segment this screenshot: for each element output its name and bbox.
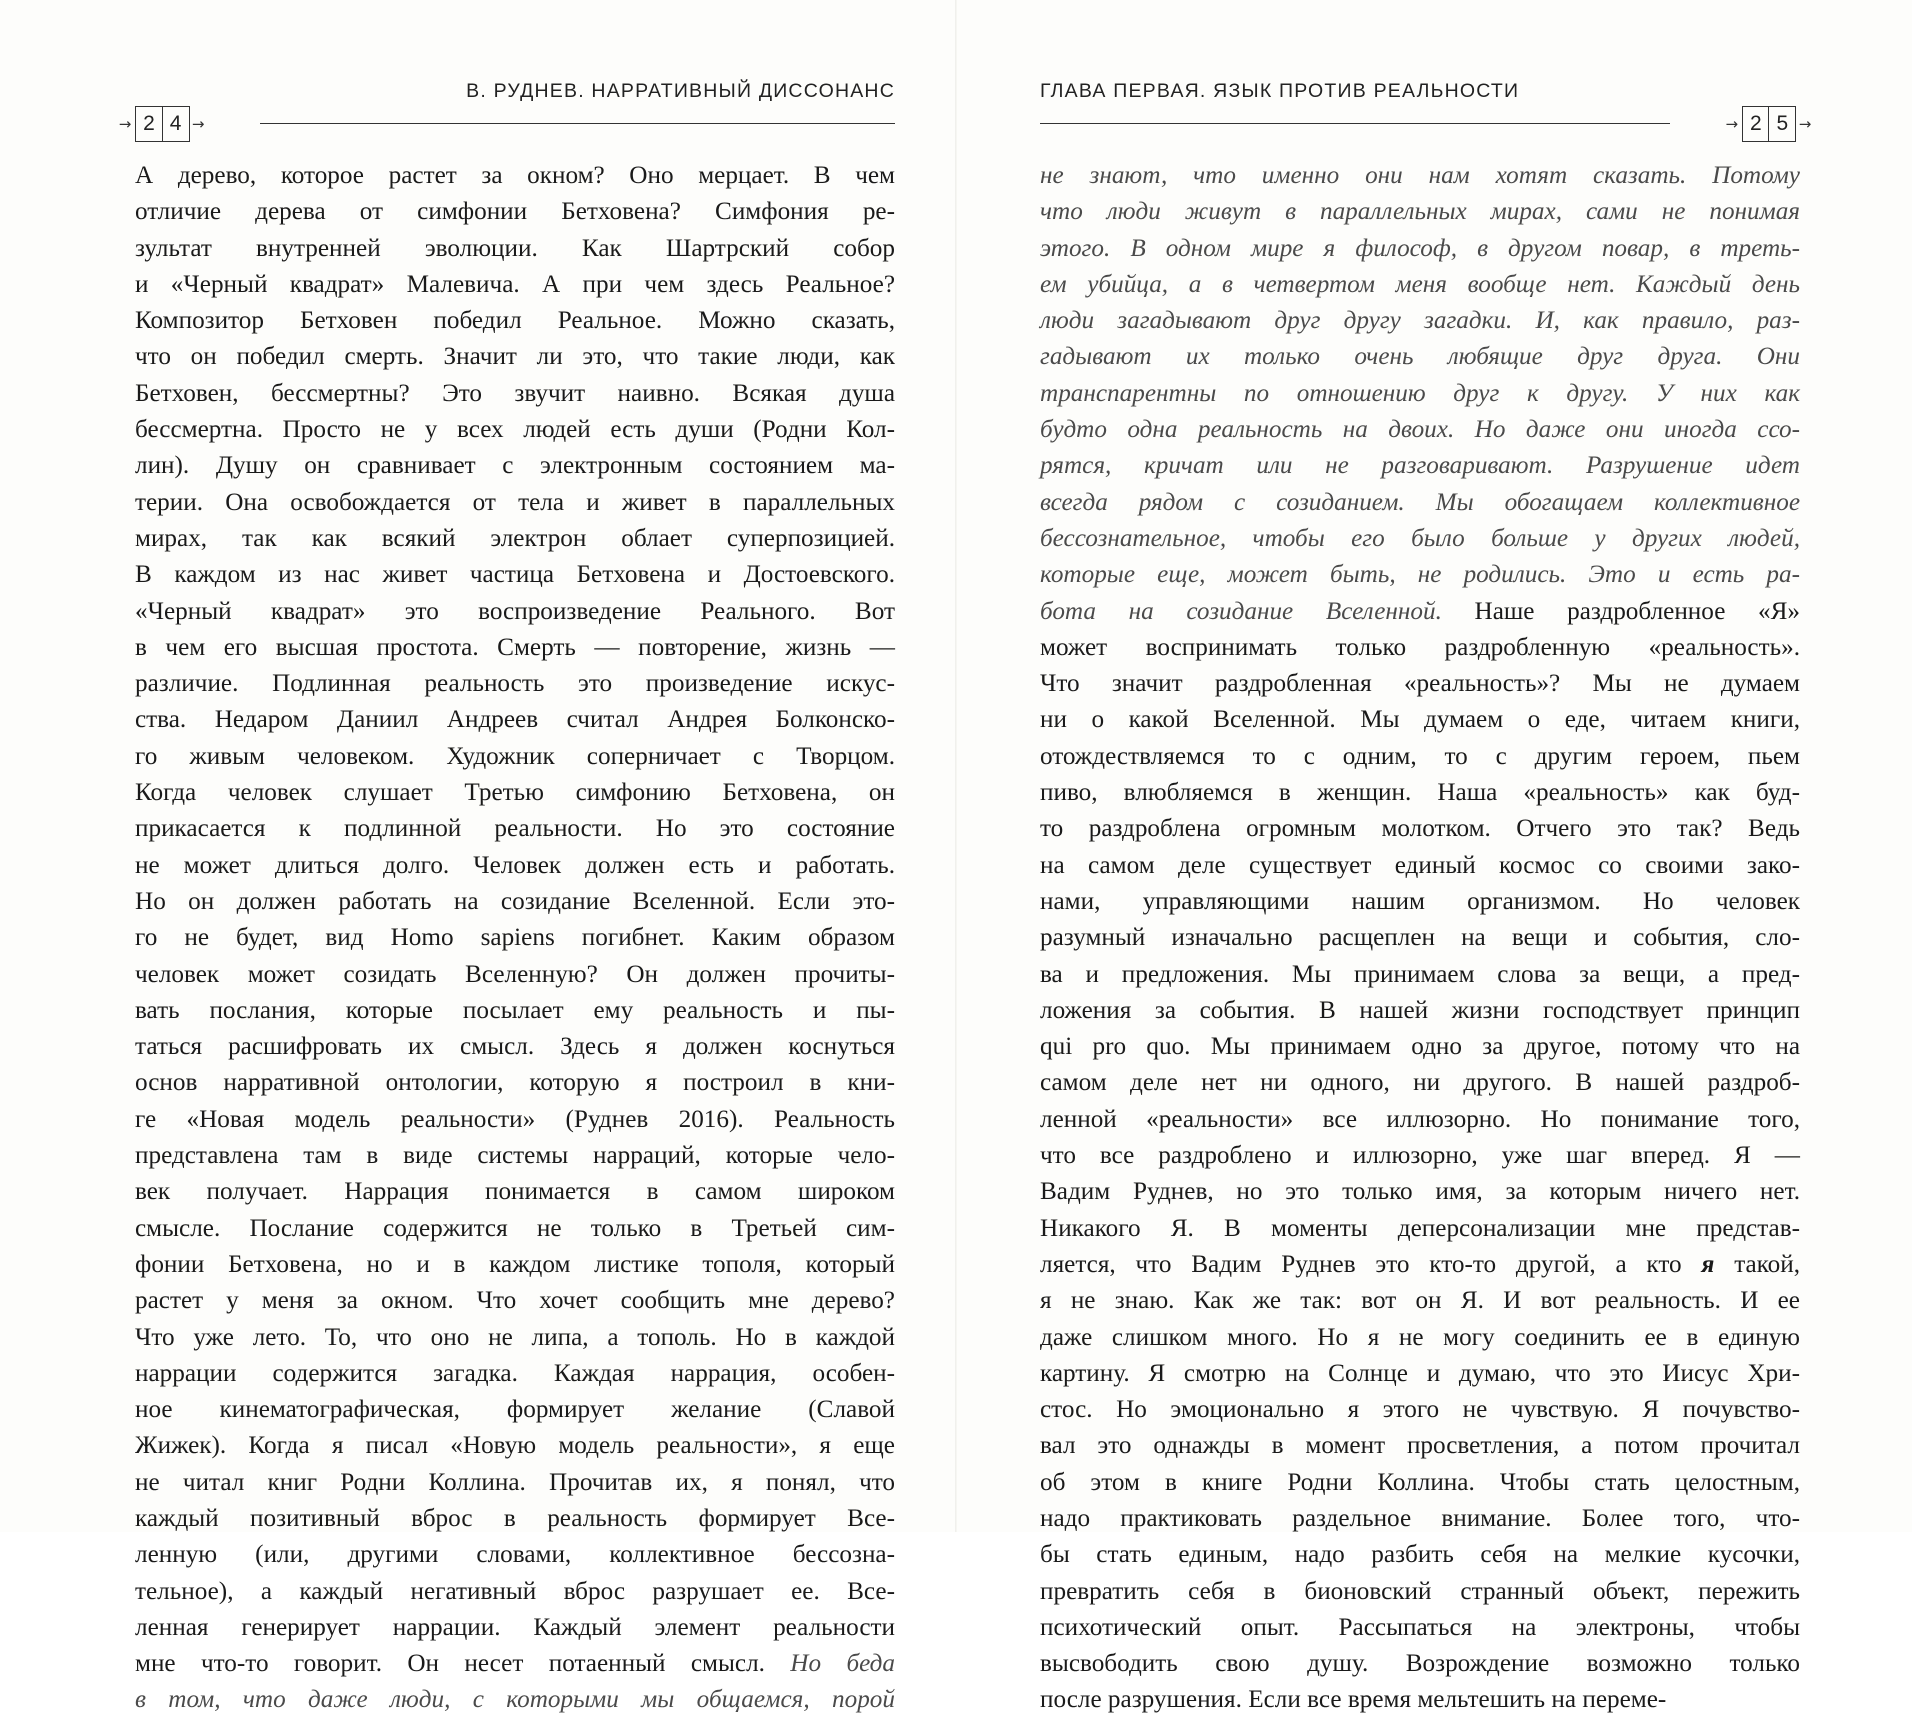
text-line: пиво, влюбляемся в женщин. Наша «реальность» как буд- bbox=[1040, 779, 1800, 807]
italic-text-line: люди загадывают друг другу загадки. И, как правило, раз- bbox=[1040, 307, 1800, 335]
text-line: вал это однажды в момент просветления, а потом прочитал bbox=[1040, 1432, 1800, 1460]
text-line: бы стать единым, надо разбить себя на мелкие кусочки, bbox=[1040, 1541, 1800, 1569]
text-line: смысле. Послание содержится не только в Третьей сим- bbox=[135, 1214, 895, 1242]
text-line: после разрушения. Если все время мельтешить на переме- bbox=[1040, 1686, 1667, 1714]
left-running-header bbox=[118, 80, 895, 140]
text-line: зультат внутренней эволюции. Как Шартрский собор bbox=[135, 234, 895, 262]
text-line: что он победил смерть. Значит ли это, что такие люди, как bbox=[135, 343, 895, 371]
text-line: я не знаю. Как же так: вот он Я. И вот реальность. И ее bbox=[1040, 1287, 1800, 1315]
italic-text-line: которые еще, может быть, не родились. Это и есть ра- bbox=[1040, 561, 1800, 589]
italic-text-line: не знают, что именно они нам хотят сказать. Потому bbox=[1040, 162, 1800, 189]
right-page bbox=[1040, 0, 1812, 1714]
page-arrow-icon: → bbox=[1725, 115, 1739, 133]
text-line: таться расшифровать их смысл. Здесь я должен коснуться bbox=[135, 1033, 895, 1061]
text-line: мирах, так как всякий электрон облает суперпозицией. bbox=[135, 524, 895, 552]
text-line: надо практиковать раздельное внимание. Более того, что- bbox=[1040, 1504, 1800, 1532]
text-line: фонии Бетховена, но и в каждом листике тополя, который bbox=[135, 1250, 895, 1278]
text-line: психотический опыт. Рассыпаться на электроны, чтобы bbox=[1040, 1613, 1800, 1641]
text-line: даже слишком много. Но я не могу соединить ее в единую bbox=[1040, 1323, 1800, 1351]
text-line: А дерево, которое растет за окном? Оно мерцает. В чем bbox=[135, 162, 895, 189]
text-line: терии. Она освобождается от тела и живет в параллельных bbox=[135, 488, 895, 516]
text-segment: мне что-то говорит. Он несет потаенный смысл. bbox=[135, 1650, 765, 1678]
italic-text-line: бессознательное, чтобы его было больше у других людей, bbox=[1040, 524, 1800, 552]
text-line: Жижек). Когда я писал «Новую модель реальности», я еще bbox=[135, 1432, 895, 1460]
italic-text-line: этого. В одном мире я философ, в другом повар, в треть- bbox=[1040, 234, 1800, 262]
text-line: тельное), а каждый негативный вброс разрушает ее. Все- bbox=[135, 1577, 895, 1605]
text-line: превратить себя в бионовский странный объект, пережить bbox=[1040, 1577, 1800, 1605]
right-page-number bbox=[1722, 106, 1815, 142]
text-line: каждый позитивный вброс в реальность формирует Все- bbox=[135, 1504, 895, 1532]
text-line: вать послания, которые посылает ему реальность и пы- bbox=[135, 996, 895, 1024]
text-line-mixed bbox=[1040, 594, 1800, 630]
text-segment: такой, bbox=[1734, 1250, 1801, 1278]
text-line: Композитор Бетховен победил Реальное. Можно сказать, bbox=[135, 307, 895, 335]
text-line: бессмертна. Просто не у всех людей есть души (Родни Кол- bbox=[135, 416, 895, 444]
text-line: самом деле нет ни одного, ни другого. В нашей раздроб- bbox=[1040, 1069, 1800, 1097]
text-line: лин). Душу он сравнивает с электронным состоянием ма- bbox=[135, 452, 895, 480]
text-line: на самом деле существует единый космос со своими зако- bbox=[1040, 851, 1800, 879]
text-line: высвободить свою душу. Возрождение возможно только bbox=[1040, 1650, 1800, 1678]
italic-segment: Но беда bbox=[790, 1650, 895, 1678]
italic-segment: бота на созидание Вселенной. bbox=[1040, 597, 1442, 625]
italic-text-line: транспарентны по отношению друг к другу. У них как bbox=[1040, 379, 1800, 407]
text-line: стос. Но эмоционально я этого не чувствую. Я почувство- bbox=[1040, 1396, 1800, 1424]
text-line: наррации содержится загадка. Каждая наррация, особен- bbox=[135, 1359, 895, 1387]
italic-text-line: рятся, кричат или не разговаривают. Разрушение идет bbox=[1040, 452, 1800, 480]
text-line-mixed bbox=[135, 1646, 895, 1682]
text-line: об этом в книге Родни Коллина. Чтобы стать целостным, bbox=[1040, 1468, 1800, 1496]
text-line: век получает. Наррация понимается в самом широком bbox=[135, 1178, 895, 1206]
text-line: Когда человек слушает Третью симфонию Бетховена, он bbox=[135, 779, 895, 807]
text-line: Бетховен, бессмертны? Это звучит наивно. Всякая душа bbox=[135, 379, 895, 407]
italic-text-line: гадывают их только очень любящие друг друга. Они bbox=[1040, 343, 1800, 371]
book-gutter bbox=[955, 0, 957, 1532]
italic-text-line: будто одна реальность на двоих. Но даже они иногда ссо- bbox=[1040, 416, 1800, 444]
text-line: основ нарративной онтологии, которую я построил в кни- bbox=[135, 1069, 895, 1097]
text-line: не читал книг Родни Коллина. Прочитав их, я понял, что bbox=[135, 1468, 895, 1496]
text-line: что все раздроблено и иллюзорно, уже шаг вперед. Я — bbox=[1040, 1142, 1800, 1170]
page-arrow-icon: → bbox=[118, 115, 132, 133]
italic-text-line: в том, что даже люди, с которыми мы общаемся, порой bbox=[135, 1686, 895, 1714]
text-line: ства. Недаром Даниил Андреев считал Андрея Болконско- bbox=[135, 706, 895, 734]
emphasis-segment: я bbox=[1701, 1250, 1715, 1278]
text-segment: Наше раздробленное «Я» bbox=[1474, 597, 1800, 625]
text-line: отождествляемся то с одним, то с другим героем, пьем bbox=[1040, 742, 1800, 770]
text-line: ленная генерирует наррации. Каждый элемент реальности bbox=[135, 1613, 895, 1641]
text-line: ное кинематографическая, формирует желание (Славой bbox=[135, 1396, 895, 1424]
page-arrow-icon: → bbox=[191, 115, 205, 133]
text-line: и «Черный квадрат» Малевича. А при чем здесь Реальное? bbox=[135, 270, 895, 298]
text-line: ге «Новая модель реальности» (Руднев 2016). Реальность bbox=[135, 1105, 895, 1133]
text-line: растет у меня за окном. Что хочет сообщить мне дерево? bbox=[135, 1287, 895, 1315]
text-line: ленной «реальности» все иллюзорно. Но понимание того, bbox=[1040, 1105, 1800, 1133]
italic-text-line: всегда рядом с созиданием. Мы обогащаем коллективное bbox=[1040, 488, 1800, 516]
text-line: может воспринимать только раздробленную «реальность». bbox=[1040, 633, 1800, 661]
right-body-text bbox=[1040, 158, 1800, 1719]
text-line: qui pro quo. Мы принимаем одно за другое, потому что на bbox=[1040, 1033, 1800, 1061]
text-line: ва и предложения. Мы принимаем слова за вещи, а пред- bbox=[1040, 960, 1800, 988]
text-line: В каждом из нас живет частица Бетховена и Достоевского. bbox=[135, 561, 895, 589]
text-line: «Черный квадрат» это воспроизведение Реального. Вот bbox=[135, 597, 895, 625]
text-line: то раздроблена огромным молотком. Отчего это так? Ведь bbox=[1040, 815, 1800, 843]
page-digit: 5 bbox=[1768, 106, 1796, 142]
text-line: не может длиться долго. Человек должен есть и работать. bbox=[135, 851, 895, 879]
page-digit: 2 bbox=[135, 106, 163, 142]
text-line: ленную (или, другими словами, коллективное бессозна- bbox=[135, 1541, 895, 1569]
text-segment: ляется, что Вадим Руднев это кто-то другой, а кто bbox=[1040, 1250, 1682, 1278]
left-body-text bbox=[135, 158, 895, 1719]
text-line: Что уже лето. То, что оно не липа, а тополь. Но в каждой bbox=[135, 1323, 895, 1351]
italic-text-line: ем убийца, а в четвертом меня вообще нет. Каждый день bbox=[1040, 270, 1800, 298]
text-line: Никакого Я. В моменты деперсонализации мне представ- bbox=[1040, 1214, 1800, 1242]
right-running-header bbox=[1040, 80, 1812, 140]
text-line: Но он должен работать на созидание Вселенной. Если это- bbox=[135, 887, 895, 915]
text-line: прикасается к подлинной реальности. Но это состояние bbox=[135, 815, 895, 843]
text-line: человек может созидать Вселенную? Он должен прочиты- bbox=[135, 960, 895, 988]
page-digit: 2 bbox=[1742, 106, 1770, 142]
italic-text-line: что люди живут в параллельных мирах, сами не понимая bbox=[1040, 198, 1800, 226]
text-line: го не будет, вид Homo sapiens погибнет. Каким образом bbox=[135, 924, 895, 952]
text-line: представлена там в виде системы нарраций, которые чело- bbox=[135, 1142, 895, 1170]
text-line: нами, управляющими нашим организмом. Но человек bbox=[1040, 887, 1800, 915]
text-line: в чем его высшая простота. Смерть — повторение, жизнь — bbox=[135, 633, 895, 661]
text-line: ложения за события. В нашей жизни господствует принцип bbox=[1040, 996, 1800, 1024]
text-line: картину. Я смотрю на Солнце и думаю, что это Иисус Хри- bbox=[1040, 1359, 1800, 1387]
left-page bbox=[118, 0, 895, 1714]
text-line: го живым человеком. Художник соперничает с Творцом. bbox=[135, 742, 895, 770]
text-line: отличие дерева от симфонии Бетховена? Симфония ре- bbox=[135, 198, 895, 226]
running-title: В. РУДНЕВ. НАРРАТИВНЫЙ ДИССОНАНС bbox=[466, 80, 895, 102]
left-page-number bbox=[115, 106, 208, 142]
running-title: ГЛАВА ПЕРВАЯ. ЯЗЫК ПРОТИВ РЕАЛЬНОСТИ bbox=[1040, 80, 1520, 102]
header-rule bbox=[260, 123, 895, 124]
page-arrow-icon: → bbox=[1798, 115, 1812, 133]
text-line: Что значит раздробленная «реальность»? Мы не думаем bbox=[1040, 670, 1800, 698]
text-line-mixed bbox=[1040, 1247, 1800, 1283]
text-line: Вадим Руднев, но это только имя, за которым ничего нет. bbox=[1040, 1178, 1800, 1206]
text-line: различие. Подлинная реальность это произведение искус- bbox=[135, 670, 895, 698]
page-digit: 4 bbox=[162, 106, 190, 142]
text-line: ни о какой Вселенной. Мы думаем о еде, читаем книги, bbox=[1040, 706, 1800, 734]
text-line: разумный изначально расщеплен на вещи и события, сло- bbox=[1040, 924, 1800, 952]
header-rule bbox=[1040, 123, 1670, 124]
